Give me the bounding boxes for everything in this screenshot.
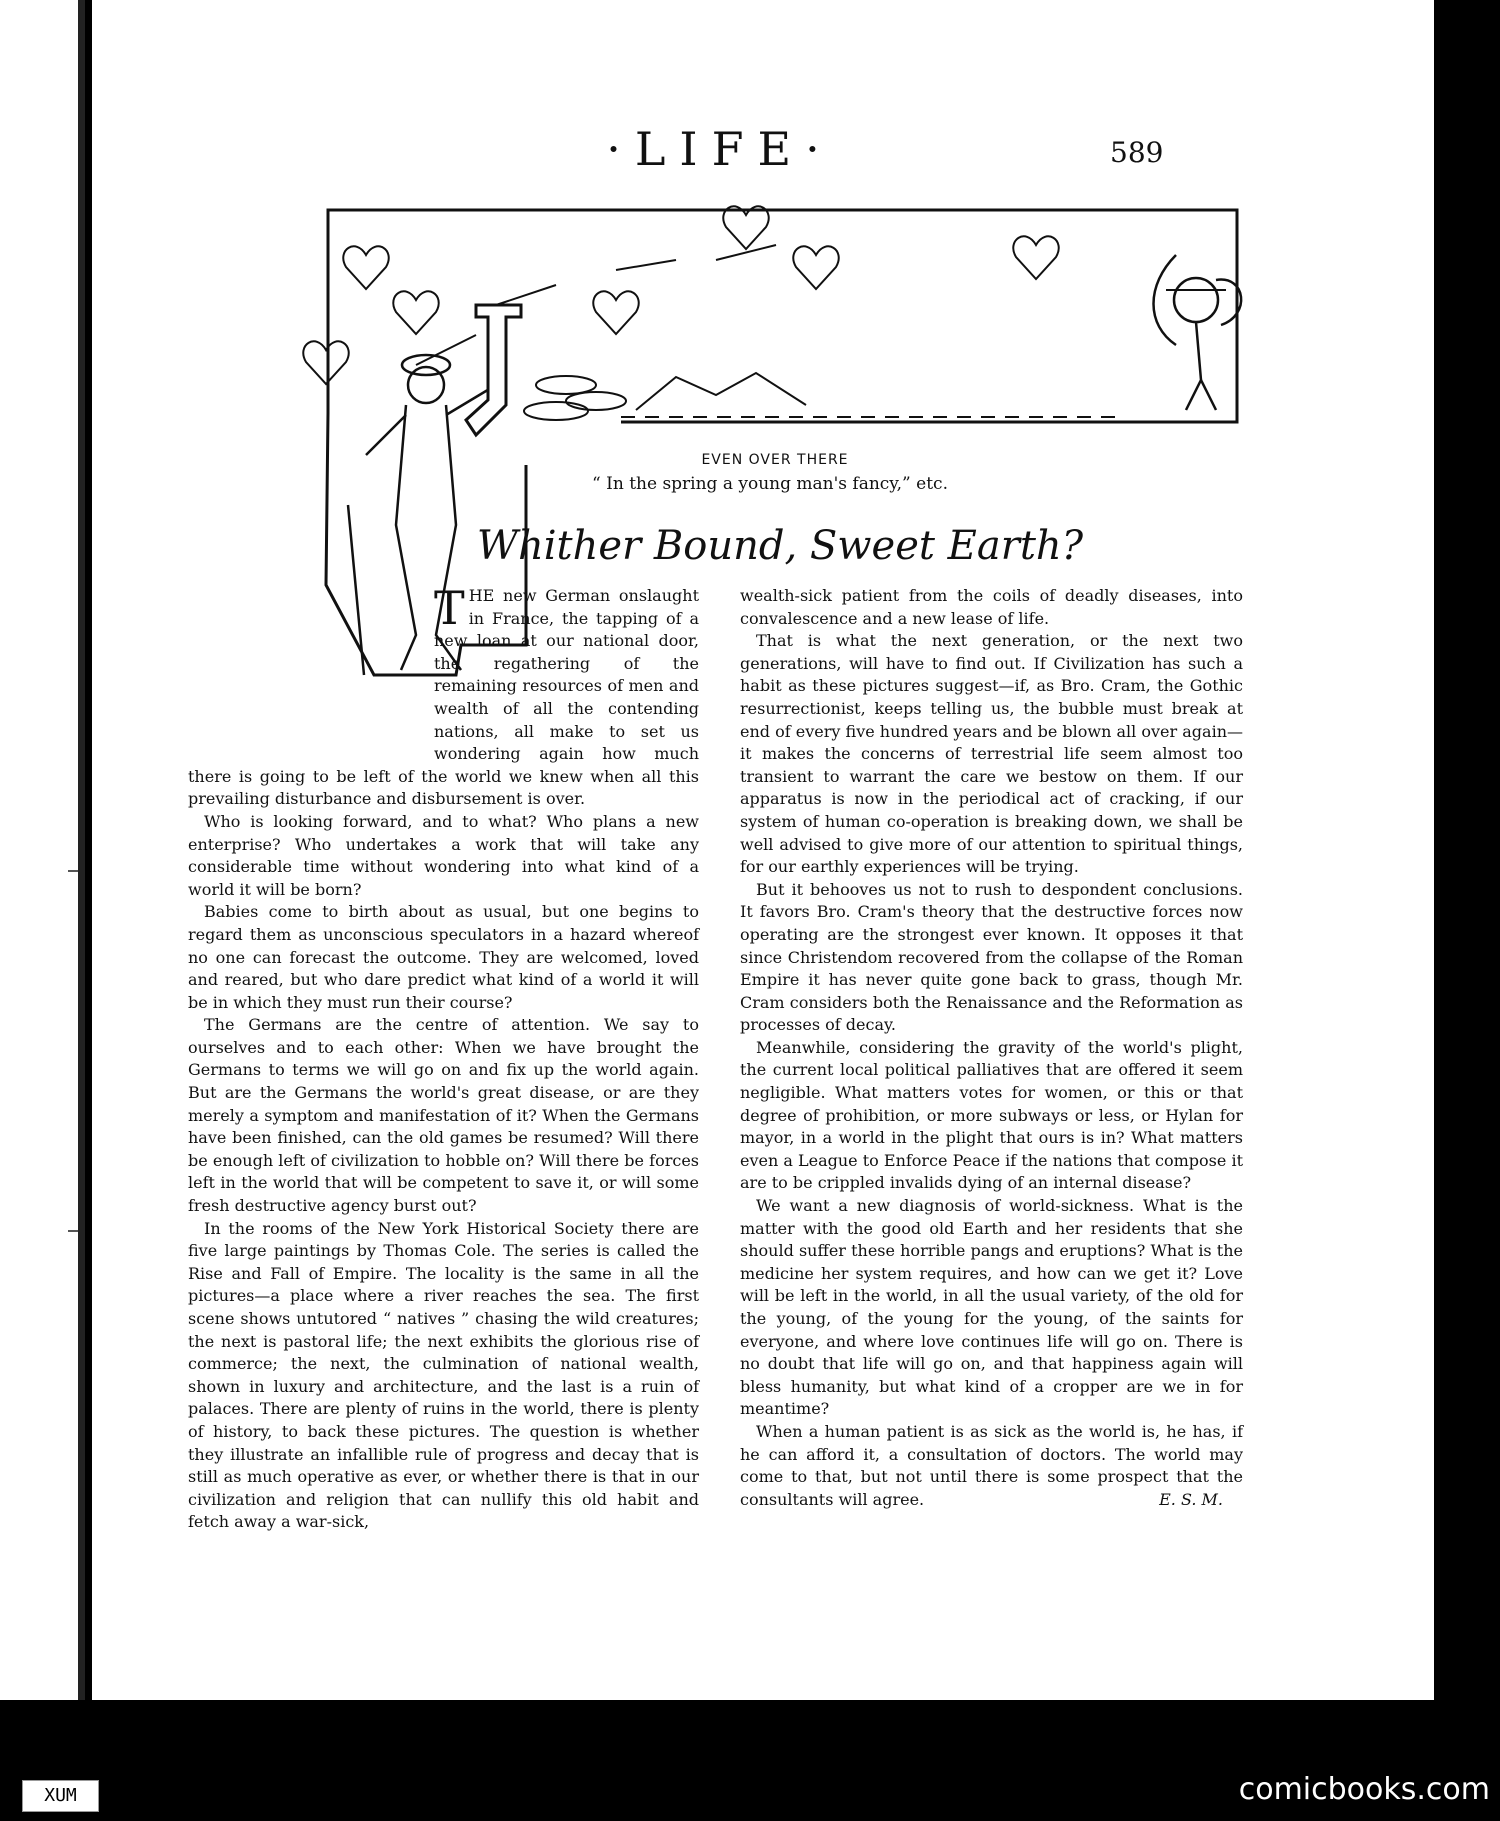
article-paragraph: Who is looking forward, and to what? Who plans a new enterprise? Who undertakes a work that will take any considerable time without wondering into what kind of a world it will be born?: [188, 811, 699, 899]
article-paragraph: The Germans are the centre of attention. We say to ourselves and to each other: When we have brought the Germans to terms we will go on and fix up the world again. But are the Germans the world's great disease, or are they merely a symptom and manifestation of it? When the Germans have been finished, can the old games be resumed? Will there be enough left of civilization to hobble on? Will there be forces left in the world that will be competent to save it, or will some fresh destructive agency burst out?: [188, 1015, 699, 1216]
cupid-figure: [1154, 255, 1242, 410]
signpost-j: [466, 305, 521, 435]
binding-spine: [78, 0, 85, 1821]
article-column-left: [188, 581, 699, 1534]
article-column-right: [740, 585, 1243, 1511]
author-signature: E. S. M.: [1159, 1489, 1223, 1509]
article-paragraph: We want a new diagnosis of world-sickness. What is the matter with the good old Earth and her residents that she should suffer these horrible pangs and eruptions? What is the medicine her system requires, and how can we get it? Love will be left in the world, in all the usual variety, of the old for the young, of the young for the young, of the saints for everyone, and where love continues life will go on. There is no doubt that life will go on, and that happiness again will bless humanity, but what kind of a cropper are we in for meantime?: [740, 1196, 1243, 1419]
cartoon-caption-title: EVEN OVER THERE: [701, 452, 849, 468]
gutter-mark: [68, 870, 78, 872]
article-title: Whither Bound, Sweet Earth?: [476, 523, 1084, 569]
article-paragraph: wealth-sick patient from the coils of deadly diseases, into convalescence and a new lease of life.: [740, 586, 1243, 628]
article-paragraph: When a human patient is as sick as the world is, he has, if he can afford it, a consultation of doctors. The world may come to that, but not until there is some prospect that the consultants will agree. E. S. M.: [740, 1421, 1243, 1511]
illustration-wrap-space: [188, 585, 434, 765]
scan-tag: XUM: [22, 1780, 99, 1812]
page-number: 589: [1110, 136, 1164, 169]
article-paragraph: THE new German onslaught in France, the tapping of a new loan at our national door, the regathering of the remaining resources of men and wealth of all the contending nations, all make to set us wondering again how much there is going to be left of the world we knew when all this prevailing disturbance and disbursement is over.: [188, 581, 699, 809]
article-paragraph: But it behooves us not to rush to despondent conclusions. It favors Bro. Cram's theory that the destructive forces now operating are the strongest ever known. It opposes it that since Christendom recovered from the collapse of the Roman Empire it has never quite gone back to grass, though Mr. Cram considers both the Renaissance and the Reformation as processes of decay.: [740, 879, 1243, 1035]
gutter-mark: [68, 1230, 78, 1232]
source-watermark: comicbooks.com: [1238, 1772, 1490, 1807]
article-paragraph: Babies come to birth about as usual, but one begins to regard them as unconscious speculators in a hazard whereof no one can forecast the outcome. They are welcomed, loved and reared, but who dare predict what kind of a world it will be in which they must run their course?: [188, 902, 699, 1012]
sandbag-trench: [524, 373, 806, 420]
binding-gutter: [0, 0, 87, 1821]
arrow-icon: [416, 245, 1226, 365]
article-paragraph: Meanwhile, considering the gravity of the world's plight, the current local political palliatives that are offered it seem negligible. What matters votes for women, or this or that degree of prohibition, or more subways or less, or Hylan for mayor, in a world in the plight that ours is in? What matters even a League to Enforce Peace if the nations that compose it are to be crippled invalids dying of an internal disease?: [740, 1037, 1243, 1193]
drop-cap: T: [434, 581, 465, 635]
article-paragraph: In the rooms of the New York Historical Society there are five large paintings by Thomas Cole. The series is called the Rise and Fall of Empire. The locality is the same in all the pictures—a place where a river reaches the sea. The first scene shows untutored “ natives ” chasing the wild creatures; the next is pastoral life; the next exhibits the glorious rise of commerce; the next, the culmination of national wealth, shown in luxury and architecture, and the last is a ruin of palaces. There are plenty of ruins in the world, there is plenty of history, to back these pictures. The question is whether they illustrate an infallible rule of progress and decay that is still as much operative as ever, or whether there is that in our civilization and religion that can nullify this old habit and fetch away a war-sick,: [188, 1218, 699, 1532]
heart-icon: [303, 206, 1058, 384]
masthead: ·LIFE·: [606, 122, 834, 176]
article-paragraph: That is what the next generation, or the next two generations, will have to find out. If Civilization has such a habit as these pictures suggest—if, as Bro. Cram, the Gothic resurrectionist, keeps telling us, the bubble must break at end of every five hundred years and be blown all over again—it makes the concerns of terrestrial life seem almost too transient to warrant the care we bestow on them. If our apparatus is now in the periodical act of cracking, if our system of human co-operation is breaking down, we shall be well advised to give more of our attention to spiritual things, for our earthly experiences will be trying.: [740, 631, 1243, 877]
cartoon-caption-quote: “ In the spring a young man's fancy,” etc.: [592, 474, 948, 494]
